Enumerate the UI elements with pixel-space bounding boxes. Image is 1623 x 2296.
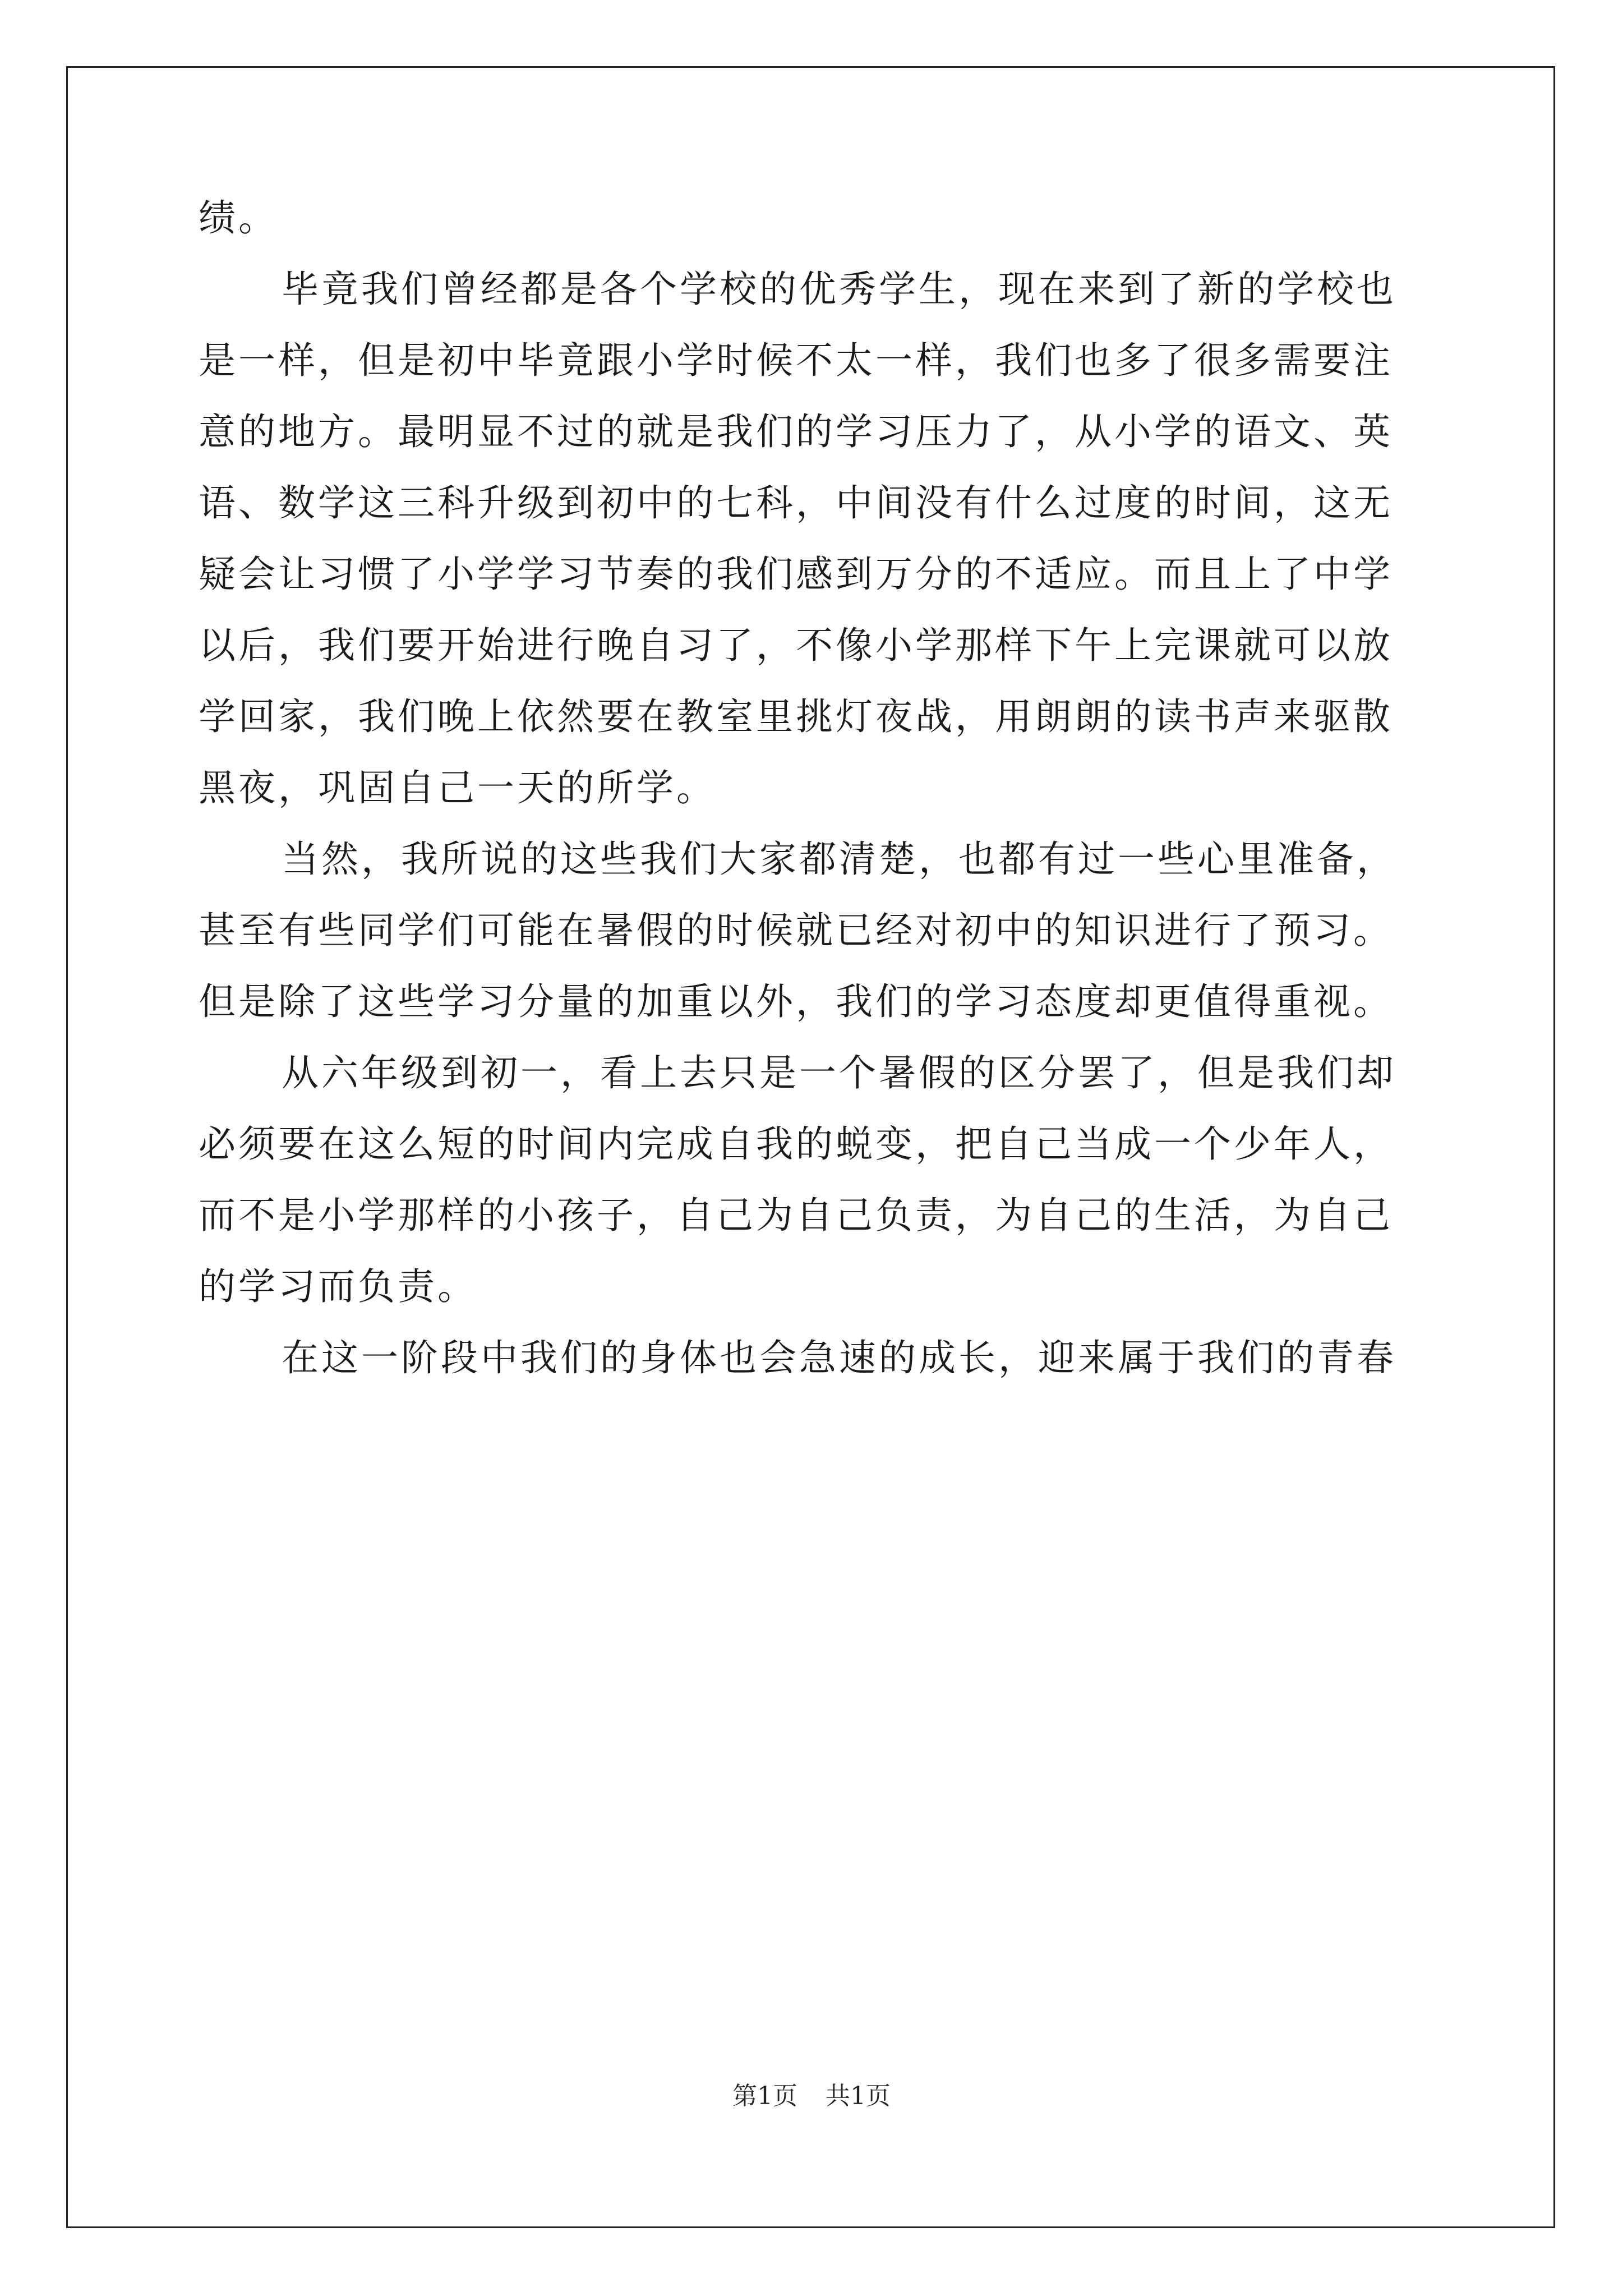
text-line: 但是除了这些学习分量的加重以外，我们的学习态度却更值得重视。: [199, 980, 1393, 1023]
text-line: 毕竟我们曾经都是各个学校的优秀学生，现在来到了新的学校也: [282, 268, 1396, 311]
text-line: 的学习而负责。: [199, 1265, 477, 1308]
text-line: 在这一阶段中我们的身体也会急速的成长，迎来属于我们的青春: [282, 1336, 1396, 1379]
text-line: 甚至有些同学们可能在暑假的时候就已经对初中的知识进行了预习。: [199, 909, 1393, 952]
page-number-current: 第1页: [732, 2082, 797, 2110]
text-line: 必须要在这么短的时间内完成自我的蜕变，把自己当成一个少年人，: [199, 1122, 1393, 1166]
text-line: 而不是小学那样的小孩子，自己为自己负责，为自己的生活，为自己: [199, 1194, 1393, 1237]
page-footer: [0, 2076, 1623, 2111]
text-line: 意的地方。最明显不过的就是我们的学习压力了，从小学的语文、英: [199, 410, 1393, 453]
text-line: 黑夜，巩固自己一天的所学。: [199, 766, 716, 809]
text-line: 绩。: [199, 196, 278, 240]
text-line: 语、数学这三科升级到初中的七科，中间没有什么过度的时间，这无: [199, 481, 1393, 524]
text-line: 当然，我所说的这些我们大家都清楚，也都有过一些心里准备，: [282, 838, 1396, 881]
text-line: 是一样，但是初中毕竟跟小学时候不太一样，我们也多了很多需要注: [199, 339, 1393, 382]
text-line: 从六年级到初一，看上去只是一个暑假的区分罢了，但是我们却: [282, 1051, 1396, 1094]
page-number-total: 共1页: [826, 2082, 891, 2110]
text-line: 学回家，我们晚上依然要在教室里挑灯夜战，用朗朗的读书声来驱散: [199, 695, 1393, 738]
text-line: 以后，我们要开始进行晚自习了，不像小学那样下午上完课就可以放: [199, 624, 1393, 667]
document-body: [199, 182, 1427, 1393]
text-line: 疑会让习惯了小学学习节奏的我们感到万分的不适应。而且上了中学: [199, 553, 1393, 596]
